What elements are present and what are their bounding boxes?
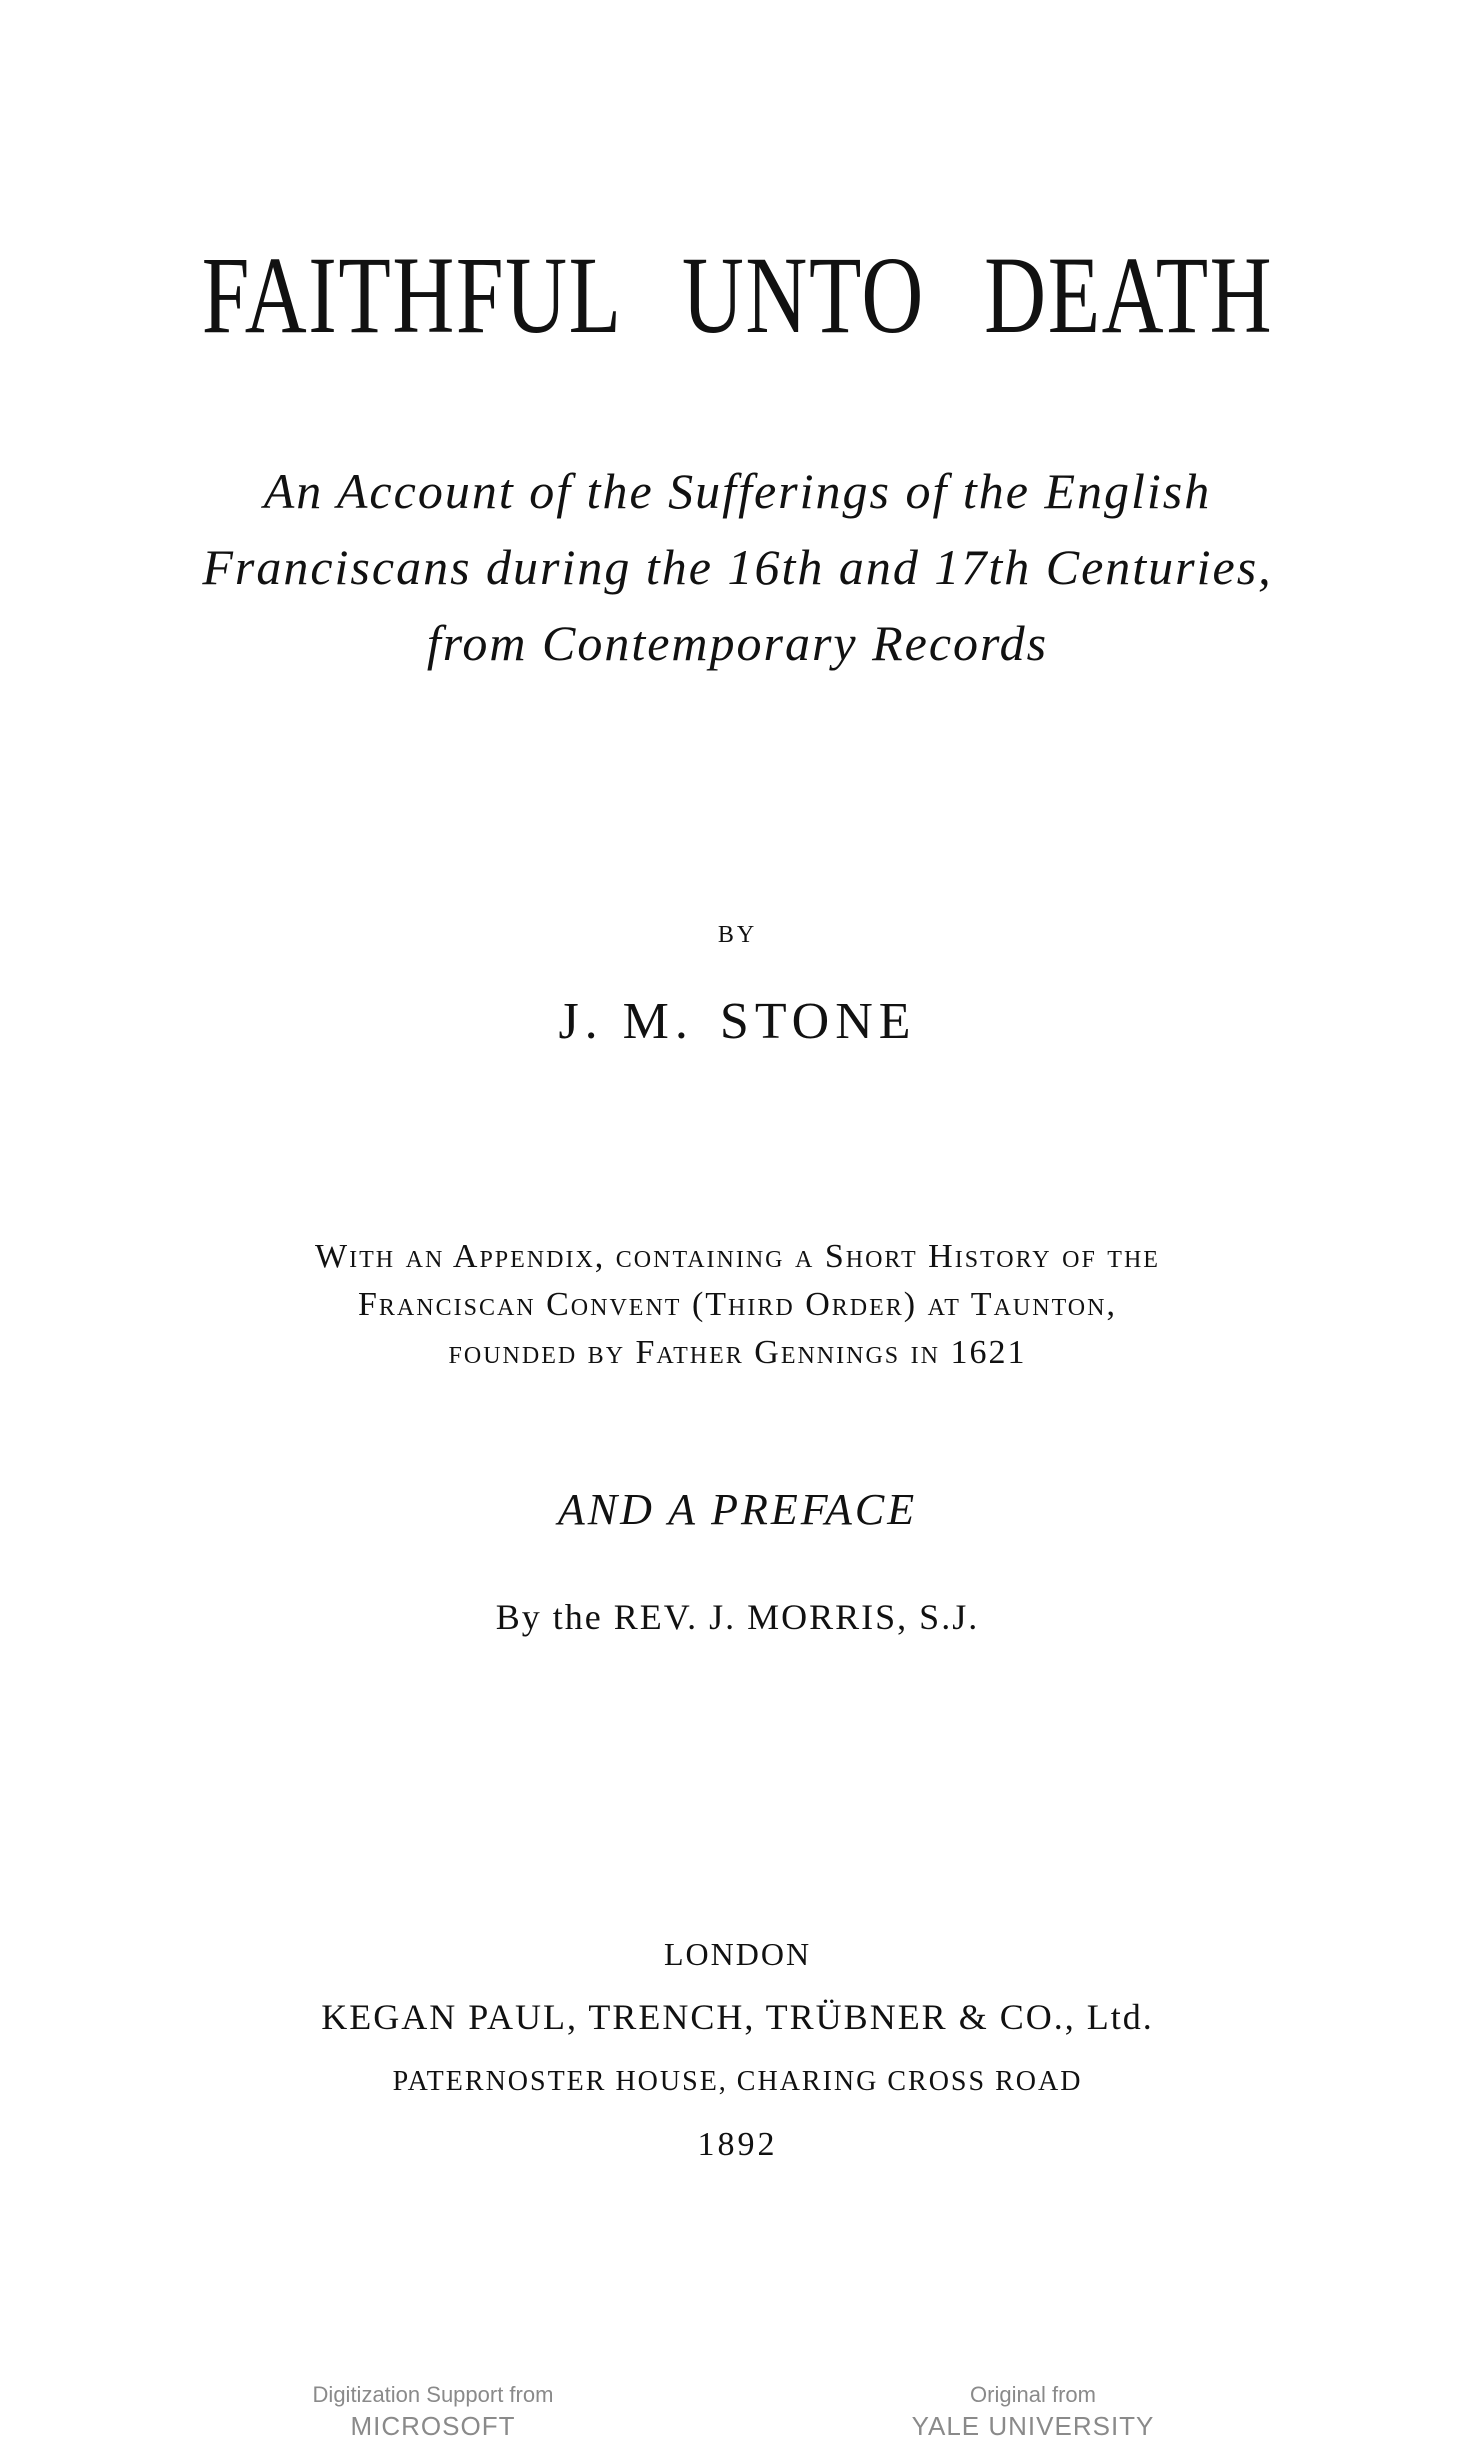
by-label: BY [717,922,758,948]
imprint-publisher: KEGAN PAUL, TRENCH, TRÜBNER & CO., Ltd. [321,1997,1154,2037]
book-title [162,232,1313,359]
imprint-address: PATERNOSTER HOUSE, CHARING CROSS ROAD [392,2066,1083,2097]
footer-right-name: YALE UNIVERSITY [911,2411,1155,2441]
author-name [0,992,1475,1051]
imprint-year: 1892 [697,2126,778,2163]
appendix-line-3: founded by Father Gennings in 1621 [448,1334,1027,1371]
title-word-3: DEATH [984,234,1274,356]
preface-heading: AND A PREFACE [557,1485,918,1534]
subtitle-line-1: An Account of the Sufferings of the English [263,463,1212,519]
subtitle-line-3: from Contemporary Records [426,615,1049,671]
footer-left-name: MICROSOFT [350,2411,516,2441]
footer-original-credit [833,2380,1233,2442]
footer-digitization-credit [233,2380,633,2442]
appendix-line-1: With an Appendix, containing a Short History of the [315,1238,1160,1275]
author-surname: STONE [719,993,917,1050]
preface-author: By the REV. J. MORRIS, S.J. [495,1597,980,1637]
subtitle-line-2: Franciscans during the 16th and 17th Centuries, [202,539,1273,595]
imprint-city: LONDON [663,1936,812,1972]
appendix-line-2: Franciscan Convent (Third Order) at Taunton, [358,1286,1117,1323]
author-initials: J. M. [558,993,694,1050]
title-word-2: UNTO [681,234,925,356]
footer-left-caption: Digitization Support from [312,2382,554,2407]
footer-right-caption: Original from [970,2382,1096,2407]
title-word-1: FAITHFUL [201,234,623,356]
